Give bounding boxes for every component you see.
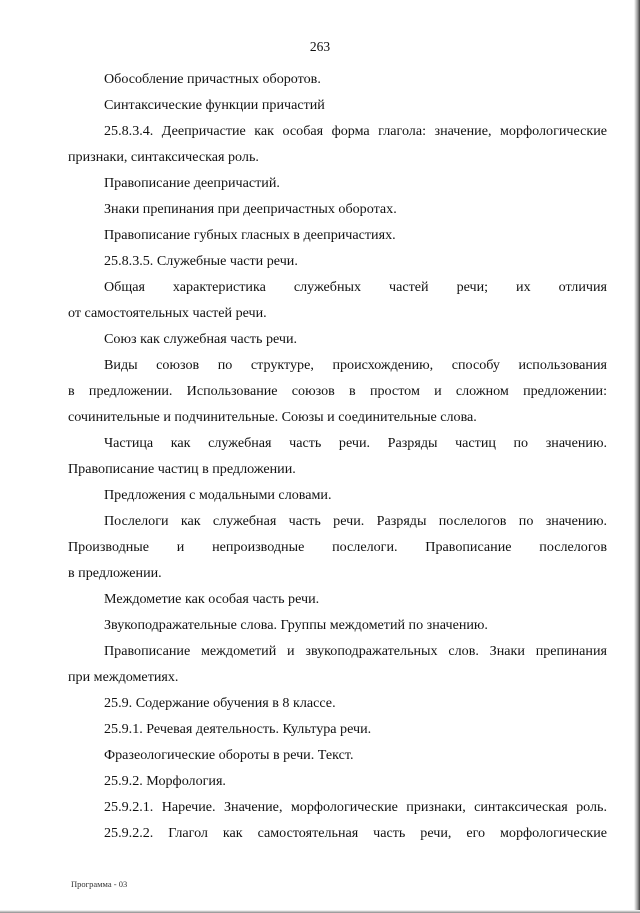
scan-edge-shadow	[634, 0, 640, 913]
text-line: Междометие как особая часть речи.	[104, 591, 320, 607]
text-line: Обособление причастных оборотов.	[104, 71, 321, 87]
text-line: Правописание губных гласных в деепричастиях.	[104, 227, 396, 243]
text-line: Фразеологические обороты в речи. Текст.	[104, 747, 354, 763]
text-line: Правописание междометий и звукоподражательных слов. Знаки препинания	[104, 643, 607, 659]
text-line: 25.9.1. Речевая деятельность. Культура речи.	[104, 721, 372, 737]
text-line: Производные и непроизводные послелоги. Правописание послелогов	[68, 539, 607, 555]
text-line: Виды союзов по структуре, происхождению, способу использования	[104, 357, 607, 373]
text-line: 25.8.3.4. Деепричастие как особая форма глагола: значение, морфологические	[104, 123, 607, 139]
text-line: 25.9.2.1. Наречие. Значение, морфологические признаки, синтаксическая роль.	[104, 799, 607, 815]
text-line: Послелоги как служебная часть речи. Разряды послелогов по значению.	[104, 513, 607, 529]
text-line: признаки, синтаксическая роль.	[68, 149, 259, 165]
text-line: Общая характеристика служебных частей речи; их отличия	[104, 279, 607, 295]
document-body	[68, 66, 607, 846]
text-line: 25.8.3.5. Служебные части речи.	[104, 253, 298, 269]
page-footer: Программа - 03	[71, 879, 128, 889]
text-line: в предложении. Использование союзов в простом и сложном предложении:	[68, 383, 607, 399]
text-line: Частица как служебная часть речи. Разряды частиц по значению.	[104, 435, 607, 451]
text-line: Союз как служебная часть речи.	[104, 331, 298, 347]
text-line: 25.9.2. Морфология.	[104, 773, 226, 789]
text-line: Предложения с модальными словами.	[104, 487, 332, 503]
text-line: 25.9.2.2. Глагол как самостоятельная часть речи, его морфологические	[104, 825, 607, 841]
page-number: 263	[309, 39, 331, 54]
text-line: 25.9. Содержание обучения в 8 классе.	[104, 695, 336, 711]
text-line: Знаки препинания при деепричастных оборотах.	[104, 201, 397, 217]
text-line: Синтаксические функции причастий	[104, 97, 325, 113]
text-line: Звукоподражательные слова. Группы междометий по значению.	[104, 617, 488, 633]
text-line: сочинительные и подчинительные. Союзы и соединительные слова.	[68, 409, 477, 425]
text-line: Правописание частиц в предложении.	[68, 461, 296, 477]
text-line: в предложении.	[68, 565, 162, 581]
text-line: Правописание деепричастий.	[104, 175, 280, 191]
text-line: при междометиях.	[68, 669, 179, 685]
text-line: от самостоятельных частей речи.	[68, 305, 267, 321]
